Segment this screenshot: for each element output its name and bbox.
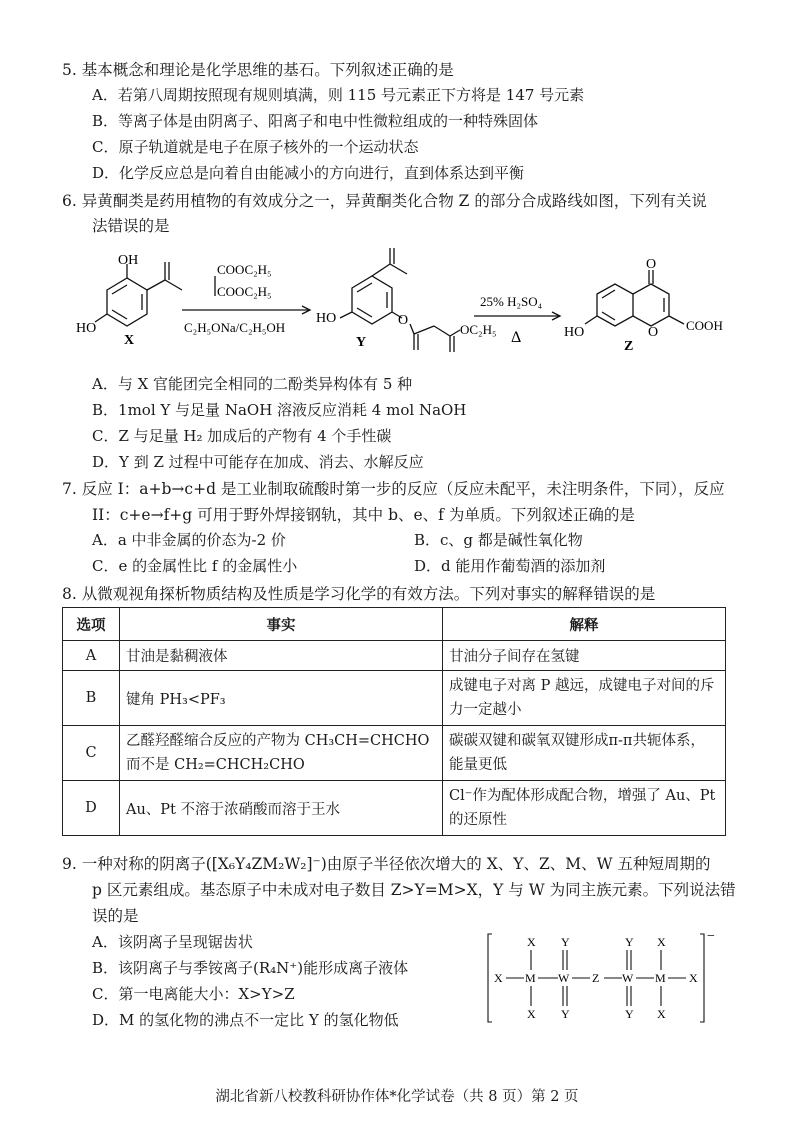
atom-w-left: W (558, 971, 570, 985)
reagent2-heat: Δ (511, 329, 522, 346)
z-ho-label: HO (564, 325, 585, 340)
q6-stem-line2: 法错误的是 (92, 217, 170, 235)
y-oet-label: OC₂H₅ (460, 322, 497, 337)
row-b-option: B (63, 671, 120, 726)
z-cooh-label: COOH (686, 318, 723, 333)
q5-stem: 5. 基本概念和理论是化学思维的基石。下列叙述正确的是 (62, 61, 454, 79)
table-row (63, 726, 726, 781)
atom-y-bottom-2: Y (625, 1007, 634, 1021)
q7-option-b: B．c、g 都是碱性氧化物 (414, 531, 583, 549)
row-a-explanation: 甘油分子间存在氢键 (443, 641, 726, 671)
q7-stem-line2: II：c+e→f+g 可用于野外焊接钢轨，其中 b、e、f 为单质。下列叙述正确的是 (92, 506, 635, 524)
reagent2-acid: 25% H₂SO₄ (480, 294, 543, 309)
q8-stem: 8. 从微观视角探析物质结构及性质是学习化学的有效方法。下列对事实的解释错误的是 (62, 585, 656, 603)
anion-structure-diagram (486, 930, 742, 1030)
q9-stem-line3: 误的是 (92, 907, 139, 925)
synthesis-scheme (62, 238, 742, 368)
z-ring-o-label: O (648, 325, 659, 340)
atom-y-bottom-1: Y (561, 1007, 570, 1021)
q9-stem-line2: p 区元素组成。基态原子中未成对电子数目 Z>Y=M>X，Y 与 W 为同主族元素。下列说法错 (92, 881, 736, 899)
reagent1-conditions: C₂H₅ONa/C₂H₅OH (184, 320, 286, 335)
q7-option-c: C．e 的金属性比 f 的金属性小 (92, 557, 298, 575)
table-row (63, 671, 726, 726)
row-d-option: D (63, 781, 120, 836)
reagent1-line2: COOC₂H₅ (217, 284, 272, 299)
header-explanation: 解释 (443, 608, 726, 641)
atom-y-top-2: Y (625, 935, 634, 949)
z-carbonyl-o-label: O (646, 257, 657, 272)
row-d-explanation: Cl⁻作为配体形成配合物，增强了 Au、Pt 的还原性 (443, 781, 726, 836)
q9-option-a: A．该阴离子呈现锯齿状 (92, 933, 253, 951)
q6-option-c: C．Z 与足量 H₂ 加成后的产物有 4 个手性碳 (92, 427, 392, 445)
atom-x-bottom-1: X (527, 1007, 536, 1021)
row-a-option: A (63, 641, 120, 671)
q9-option-d: D．M 的氢化物的沸点不一定比 Y 的氢化物低 (92, 1011, 399, 1029)
q6-stem-line1: 6. 异黄酮类是药用植物的有效成分之一，异黄酮类化合物 Z 的部分合成路线如图，下列有关说 (62, 192, 707, 210)
q7-stem-line1: 7. 反应 I：a+b→c+d 是工业制取硫酸时第一步的反应（反应未配平，未注明条件，下同），反应 (62, 480, 725, 498)
y-ester-o-label: O (398, 313, 409, 328)
q5-option-d: D．化学反应总是向着自由能减小的方向进行，直到体系达到平衡 (92, 164, 525, 182)
row-c-fact: 乙醛羟醛缩合反应的产物为 CH₃CH=CHCHO 而不是 CH₂=CHCH₂CHO (120, 726, 443, 781)
table-row (63, 781, 726, 836)
anion-charge: − (707, 930, 715, 944)
q5-option-c: C．原子轨道就是电子在原子核外的一个运动状态 (92, 138, 419, 156)
q5-option-b: B．等离子体是由阴离子、阳离子和电中性微粒组成的一种特殊固体 (92, 112, 539, 130)
page-footer: 湖北省新八校教科研协作体*化学试卷（共 8 页）第 2 页 (215, 1089, 579, 1105)
q9-option-b: B．该阴离子与季铵离子(R₄N⁺)能形成离子液体 (92, 959, 409, 977)
q9-stem-line1: 9. 一种对称的阴离子([X₆Y₄ZM₂W₂]⁻)由原子半径依次增大的 X、Y、Z、M、W 五种短周期的 (62, 855, 711, 873)
q7-option-d: D．d 能用作葡萄酒的添加剂 (414, 557, 606, 575)
x-compound-label: X (124, 333, 135, 348)
row-b-explanation: 成键电子对离 P 越远，成键电子对间的斥力一定越小 (443, 671, 726, 726)
atom-x-top-1: X (527, 935, 536, 949)
y-compound-label: Y (356, 335, 367, 350)
atom-w-right: W (622, 971, 634, 985)
header-fact: 事实 (120, 608, 443, 641)
atom-x-top-2: X (657, 935, 666, 949)
q8-table (62, 607, 726, 836)
table-header-row (63, 608, 726, 641)
atom-x-bottom-2: X (657, 1007, 666, 1021)
q5-option-a: A．若第八周期按照现有规则填满，则 115 号元素正下方将是 147 号元素 (92, 86, 585, 104)
atom-m-right: M (655, 971, 666, 985)
table-row (63, 641, 726, 671)
reagent1-line1: COOC₂H₅ (217, 262, 272, 277)
q6-option-d: D．Y 到 Z 过程中可能存在加成、消去、水解反应 (92, 453, 424, 471)
z-compound-label: Z (624, 339, 634, 354)
atom-x-right: X (689, 971, 698, 985)
q7-option-a: A．a 中非金属的价态为-2 价 (92, 531, 286, 549)
q6-option-b: B．1mol Y 与足量 NaOH 溶液反应消耗 4 mol NaOH (92, 401, 467, 419)
atom-y-top-1: Y (561, 935, 570, 949)
x-ho-label: HO (76, 321, 97, 336)
y-ho-label: HO (316, 311, 337, 326)
header-option: 选项 (63, 608, 120, 641)
q9-option-c: C．第一电离能大小：X>Y>Z (92, 985, 295, 1003)
row-b-fact: 键角 PH₃<PF₃ (120, 671, 443, 726)
atom-m-left: M (525, 971, 536, 985)
row-d-fact: Au、Pt 不溶于浓硝酸而溶于王水 (120, 781, 443, 836)
q6-option-a: A．与 X 官能团完全相同的二酚类异构体有 5 种 (92, 375, 413, 393)
row-a-fact: 甘油是黏稠液体 (120, 641, 443, 671)
atom-z: Z (592, 971, 600, 985)
atom-x-left: X (494, 971, 503, 985)
x-oh-label: OH (118, 253, 139, 268)
row-c-explanation: 碳碳双键和碳氧双键形成π-π共轭体系，能量更低 (443, 726, 726, 781)
row-c-option: C (63, 726, 120, 781)
